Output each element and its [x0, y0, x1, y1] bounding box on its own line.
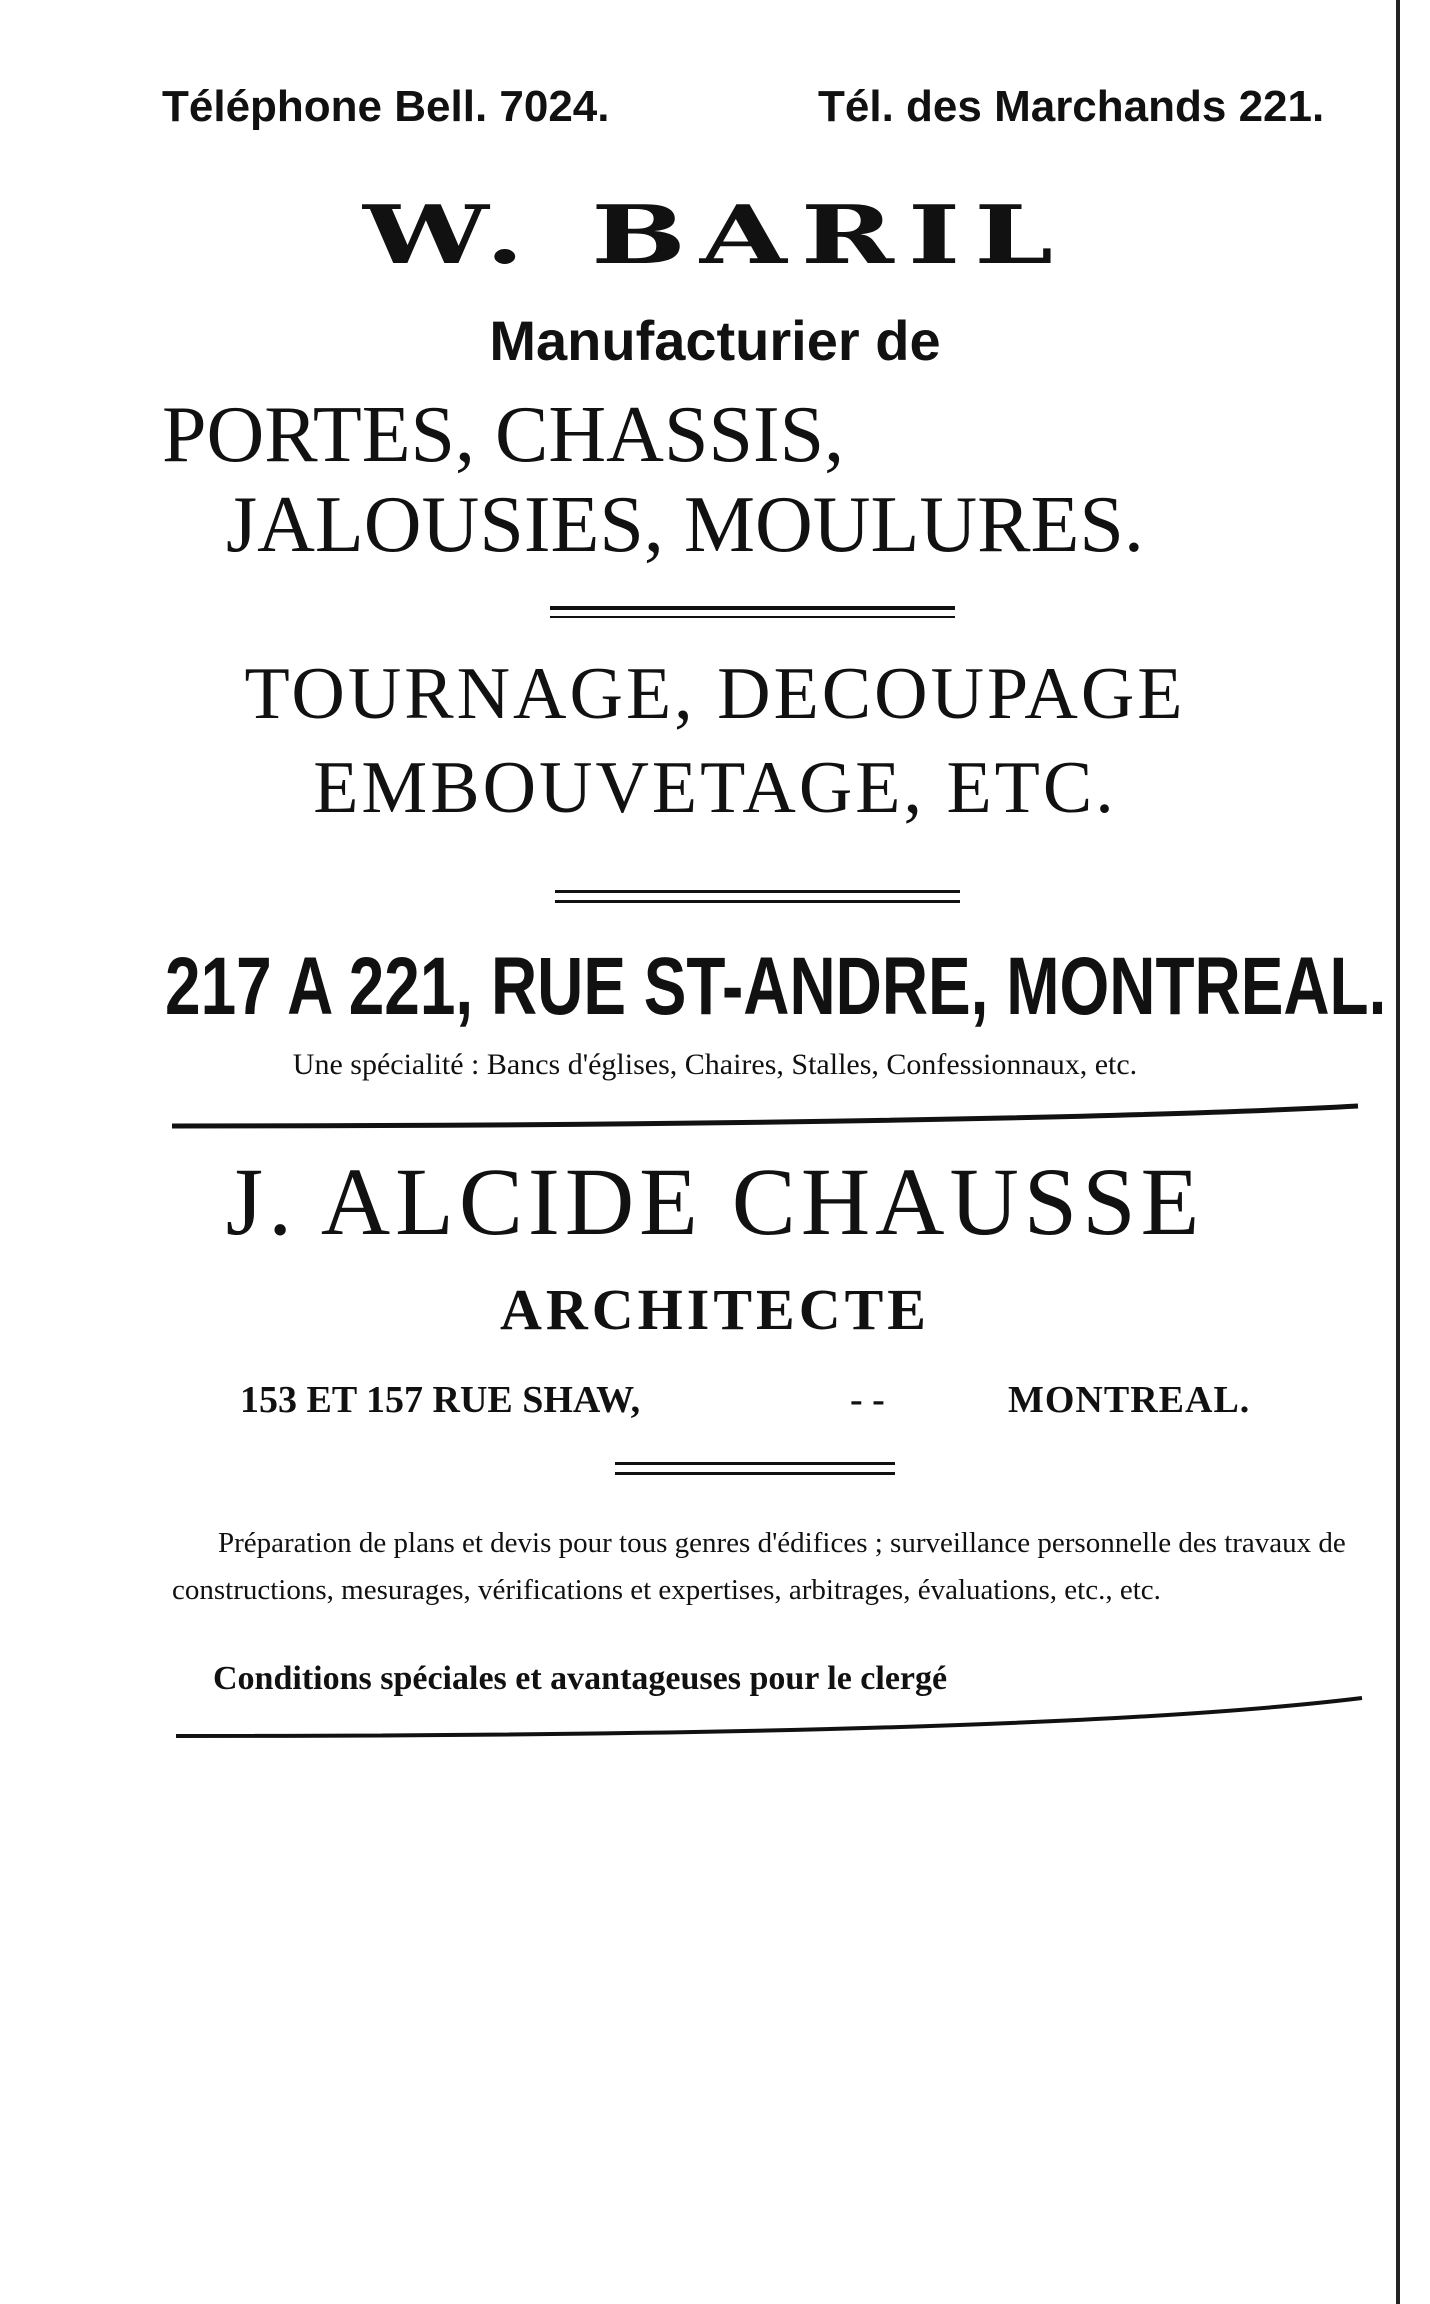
chausse-address-dashes: - - [850, 1379, 885, 1421]
baril-specialty: Une spécialité : Bancs d'églises, Chaires, Stalles, Confessionnaux, etc. [292, 1048, 1138, 1081]
double-rule-top-b [550, 616, 955, 618]
baril-address: 217 A 221, RUE ST-ANDRE, MONTREAL. [165, 941, 1387, 1032]
separator-curve-2 [0, 1686, 1430, 1746]
double-rule-low-b [615, 1472, 895, 1475]
chausse-conditions: Conditions spéciales et avantageuses pour le clergé [213, 1660, 948, 1697]
baril-name: W. BARIL [362, 188, 1068, 283]
baril-products-line1: PORTES, CHASSIS, [162, 391, 845, 479]
baril-services-line1: TOURNAGE, DECOUPAGE [244, 653, 1186, 735]
chausse-name: J. ALCIDE CHAUSSE [225, 1148, 1205, 1255]
separator-curve-1 [0, 1070, 1430, 1130]
chausse-profession: ARCHITECTE [500, 1277, 930, 1342]
double-rule-low-a [615, 1462, 895, 1465]
telephone-marchands: Tél. des Marchands 221. [818, 82, 1325, 131]
telephone-bell: Téléphone Bell. 7024. [162, 82, 610, 131]
chausse-address-street: 153 ET 157 RUE SHAW, [240, 1379, 641, 1421]
chausse-address-city: MONTREAL. [1008, 1379, 1251, 1421]
baril-services-line2: EMBOUVETAGE, ETC. [313, 747, 1117, 829]
chausse-description: Préparation de plans et devis pour tous genres d'édifices ; surveillance personnelle des travaux de constructions, mesurages, vérifications et expertises, arbitrages, évaluations, etc., etc. [172, 1527, 1346, 1606]
baril-subtitle: Manufacturier de [489, 309, 941, 372]
double-rule-mid-b [555, 900, 960, 903]
baril-products-line2: JALOUSIES, MOULURES. [226, 481, 1144, 569]
double-rule-top-a [550, 606, 955, 610]
double-rule-mid-a [555, 890, 960, 893]
